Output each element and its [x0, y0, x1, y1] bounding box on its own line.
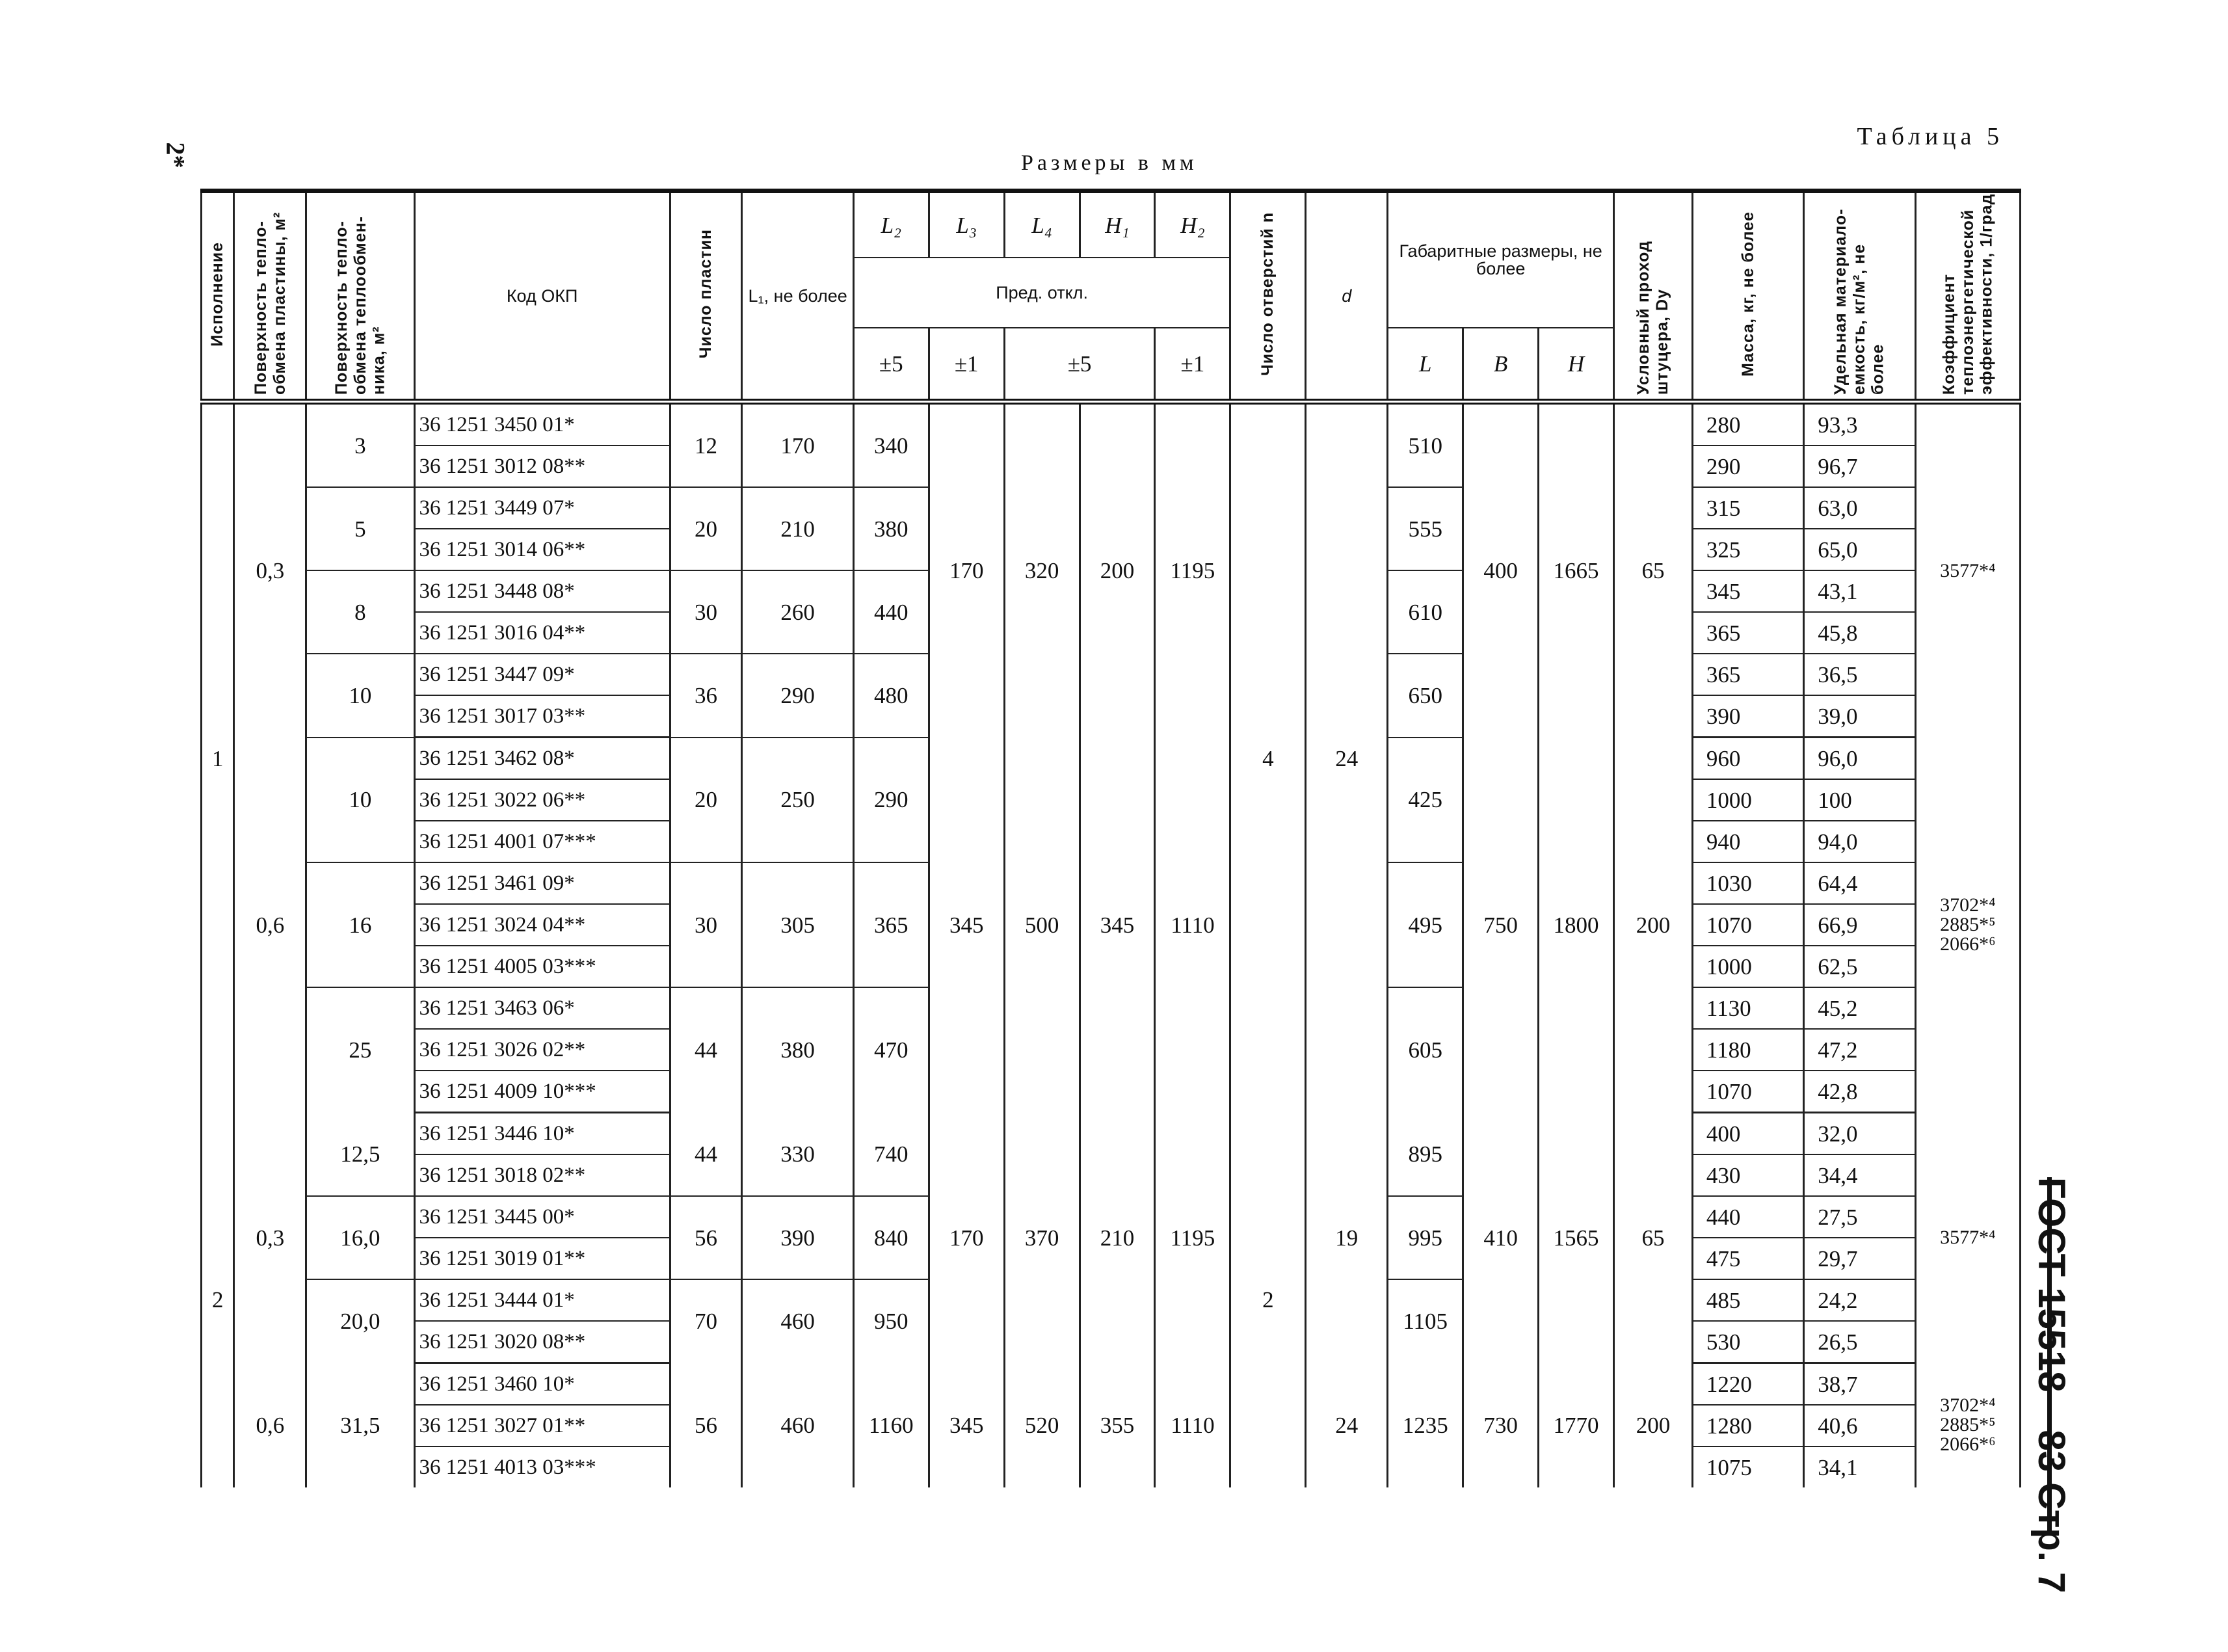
okp-code: 36 1251 3450 01* — [414, 402, 670, 446]
tol-l4-h1: ±5 — [1004, 328, 1155, 401]
spec-cell: 38,7 — [1804, 1363, 1915, 1406]
mass-cell: 345 — [1692, 570, 1803, 612]
mass-cell: 430 — [1692, 1154, 1803, 1196]
l1-cell: 305 — [742, 862, 853, 987]
isp-cell: 1 — [202, 402, 234, 1113]
hdr-l4: L₄ — [1004, 191, 1080, 258]
exch-area-cell: 16 — [306, 862, 414, 987]
spec-cell: 34,4 — [1804, 1154, 1915, 1196]
holes-cell: 4 — [1230, 402, 1306, 1113]
okp-code: 36 1251 3012 08** — [414, 446, 670, 487]
okp-code: 36 1251 3446 10* — [414, 1113, 670, 1155]
tol-l2: ±5 — [853, 328, 929, 401]
l2-cell: 470 — [853, 987, 929, 1113]
l1-cell: 210 — [742, 487, 853, 570]
okp-code: 36 1251 3014 06** — [414, 529, 670, 570]
l2-cell: 440 — [853, 570, 929, 654]
gab-h-cell: 1565 — [1539, 1113, 1614, 1363]
exch-area-cell: 10 — [306, 654, 414, 738]
spec-cell: 65,0 — [1804, 529, 1915, 570]
gab-l-cell: 610 — [1388, 570, 1463, 654]
hdr-ispolnenie: Исполнение — [202, 191, 234, 402]
coef-cell: 3577*⁴ — [1915, 402, 2020, 738]
exch-area-cell: 16,0 — [306, 1196, 414, 1279]
mass-cell: 1030 — [1692, 862, 1803, 904]
dy-cell: 65 — [1613, 402, 1692, 738]
hdr-l2: L₂ — [853, 191, 929, 258]
spec-cell: 36,5 — [1804, 654, 1915, 695]
spec-cell: 94,0 — [1804, 821, 1915, 862]
hdr-d: d — [1306, 191, 1388, 402]
okp-code: 36 1251 3447 09* — [414, 654, 670, 695]
h2-cell: 1110 — [1155, 738, 1230, 1113]
okp-code: 36 1251 4005 03*** — [414, 946, 670, 987]
h2-cell: 1195 — [1155, 1113, 1230, 1363]
plates-cell: 36 — [670, 654, 742, 738]
spec-cell: 29,7 — [1804, 1238, 1915, 1279]
plates-cell: 44 — [670, 987, 742, 1113]
h2-cell: 1195 — [1155, 402, 1230, 738]
mass-cell: 315 — [1692, 487, 1803, 529]
okp-code: 36 1251 3016 04** — [414, 612, 670, 654]
mass-cell: 960 — [1692, 738, 1803, 780]
spec-cell: 42,8 — [1804, 1071, 1915, 1113]
spec-cell: 27,5 — [1804, 1196, 1915, 1238]
exch-area-cell: 31,5 — [306, 1363, 414, 1488]
l2-cell: 950 — [853, 1279, 929, 1363]
l1-cell: 170 — [742, 402, 853, 488]
gab-l-cell: 555 — [1388, 487, 1463, 570]
plate-area-cell: 0,6 — [234, 1363, 306, 1488]
okp-code: 36 1251 4009 10*** — [414, 1071, 670, 1113]
okp-code: 36 1251 3020 08** — [414, 1321, 670, 1363]
okp-code: 36 1251 4001 07*** — [414, 821, 670, 862]
gab-l-cell: 495 — [1388, 862, 1463, 987]
l2-cell: 380 — [853, 487, 929, 570]
hdr-l3: L₃ — [929, 191, 1004, 258]
mass-cell: 1075 — [1692, 1446, 1803, 1487]
exch-area-cell: 3 — [306, 402, 414, 488]
okp-code: 36 1251 3444 01* — [414, 1279, 670, 1321]
spec-cell: 96,7 — [1804, 446, 1915, 487]
coef-cell: 3702*⁴ 2885*⁵ 2066*⁶ — [1915, 738, 2020, 1113]
gab-l-cell: 425 — [1388, 738, 1463, 863]
okp-code: 36 1251 3019 01** — [414, 1238, 670, 1279]
okp-code: 36 1251 3027 01** — [414, 1405, 670, 1446]
spec-cell: 45,8 — [1804, 612, 1915, 654]
l4-cell: 320 — [1004, 402, 1080, 738]
mass-cell: 400 — [1692, 1113, 1803, 1155]
gab-b-cell: 750 — [1463, 738, 1539, 1113]
dimensions-table — [200, 189, 2021, 1487]
mass-cell: 1070 — [1692, 904, 1803, 946]
exch-area-cell: 10 — [306, 738, 414, 863]
page-footer: ГОСТ 15518—83 Стр. 7 — [2030, 1177, 2073, 1593]
okp-code: 36 1251 3449 07* — [414, 487, 670, 529]
spec-cell: 40,6 — [1804, 1405, 1915, 1446]
coef-cell: 3577*⁴ — [1915, 1113, 2020, 1363]
hdr-holes: Число отверстий n — [1230, 191, 1306, 402]
d-cell: 24 — [1306, 1363, 1388, 1488]
spec-cell: 26,5 — [1804, 1321, 1915, 1363]
spec-cell: 66,9 — [1804, 904, 1915, 946]
spec-cell: 45,2 — [1804, 987, 1915, 1029]
hdr-h2: H₂ — [1155, 191, 1230, 258]
h1-cell: 355 — [1080, 1363, 1155, 1488]
tol-l3: ±1 — [929, 328, 1004, 401]
spec-cell: 34,1 — [1804, 1446, 1915, 1487]
okp-code: 36 1251 3022 06** — [414, 779, 670, 821]
exch-area-cell: 5 — [306, 487, 414, 570]
l2-cell: 290 — [853, 738, 929, 863]
dy-cell: 200 — [1613, 738, 1692, 1113]
hdr-gabarit: Габаритные размеры, не более — [1388, 191, 1614, 328]
plates-cell: 30 — [670, 862, 742, 987]
gab-l-cell: 650 — [1388, 654, 1463, 738]
okp-code: 36 1251 3461 09* — [414, 862, 670, 904]
mass-cell: 365 — [1692, 654, 1803, 695]
table-title: Таблица 5 — [1857, 123, 2004, 150]
exch-area-cell: 8 — [306, 570, 414, 654]
l2-cell: 740 — [853, 1113, 929, 1197]
gab-l-cell: 1235 — [1388, 1363, 1463, 1488]
hdr-gab-l: L — [1388, 328, 1463, 401]
l2-cell: 480 — [853, 654, 929, 738]
isp-cell: 2 — [202, 1113, 234, 1488]
hdr-gab-h: H — [1539, 328, 1614, 401]
hdr-mass: Масса, кг, не более — [1692, 191, 1803, 402]
h1-cell: 210 — [1080, 1113, 1155, 1363]
l1-cell: 380 — [742, 987, 853, 1113]
mass-cell: 280 — [1692, 402, 1803, 446]
l2-cell: 365 — [853, 862, 929, 987]
h1-cell: 345 — [1080, 738, 1155, 1113]
l1-cell: 460 — [742, 1279, 853, 1363]
plates-cell: 20 — [670, 487, 742, 570]
hdr-pred-otkl: Пред. откл. — [853, 258, 1230, 328]
spec-cell: 62,5 — [1804, 946, 1915, 987]
exch-area-cell: 25 — [306, 987, 414, 1113]
mass-cell: 1180 — [1692, 1029, 1803, 1071]
okp-code: 36 1251 3017 03** — [414, 695, 670, 738]
d-cell: 19 — [1306, 1113, 1388, 1363]
coef-cell: 3702*⁴ 2885*⁵ 2066*⁶ — [1915, 1363, 2020, 1488]
hdr-coef: Коэффициент теплоэнергетической эффективности, 1/град — [1915, 191, 2020, 402]
mass-cell: 485 — [1692, 1279, 1803, 1321]
gab-l-cell: 1105 — [1388, 1279, 1463, 1363]
spec-cell: 43,1 — [1804, 570, 1915, 612]
gab-l-cell: 510 — [1388, 402, 1463, 488]
okp-code: 36 1251 3445 00* — [414, 1196, 670, 1238]
spec-cell: 64,4 — [1804, 862, 1915, 904]
mass-cell: 325 — [1692, 529, 1803, 570]
mass-cell: 1220 — [1692, 1363, 1803, 1406]
hdr-h1: H₁ — [1080, 191, 1155, 258]
spec-cell: 32,0 — [1804, 1113, 1915, 1155]
l3-cell: 345 — [929, 1363, 1004, 1488]
d-cell: 24 — [1306, 402, 1388, 1113]
plates-cell: 70 — [670, 1279, 742, 1363]
hdr-plate-area: Поверхность тепло-обмена пластины, м² — [234, 191, 306, 402]
holes-cell: 2 — [1230, 1113, 1306, 1488]
hdr-l1: L₁, не более — [742, 191, 853, 402]
h2-cell: 1110 — [1155, 1363, 1230, 1488]
mass-cell: 1070 — [1692, 1071, 1803, 1113]
spec-cell: 47,2 — [1804, 1029, 1915, 1071]
mass-cell: 440 — [1692, 1196, 1803, 1238]
plates-cell: 20 — [670, 738, 742, 863]
l1-cell: 250 — [742, 738, 853, 863]
plates-cell: 30 — [670, 570, 742, 654]
l4-cell: 370 — [1004, 1113, 1080, 1363]
plates-cell: 44 — [670, 1113, 742, 1197]
spec-cell: 63,0 — [1804, 487, 1915, 529]
plates-cell: 56 — [670, 1363, 742, 1488]
gab-l-cell: 895 — [1388, 1113, 1463, 1197]
spec-cell: 24,2 — [1804, 1279, 1915, 1321]
hdr-exchanger-area: Поверхность тепло-обмена теплообмен-ника, м² — [306, 191, 414, 402]
plate-area-cell: 0,3 — [234, 1113, 306, 1363]
l1-cell: 330 — [742, 1113, 853, 1197]
l3-cell: 345 — [929, 738, 1004, 1113]
tol-h2: ±1 — [1155, 328, 1230, 401]
okp-code: 36 1251 3448 08* — [414, 570, 670, 612]
gab-b-cell: 400 — [1463, 402, 1539, 738]
gab-h-cell: 1770 — [1539, 1363, 1614, 1488]
gab-l-cell: 605 — [1388, 987, 1463, 1113]
gab-h-cell: 1665 — [1539, 402, 1614, 738]
page-mark: 2* — [161, 142, 191, 168]
plate-area-cell: 0,6 — [234, 738, 306, 1113]
hdr-okp: Код ОКП — [414, 191, 670, 402]
hdr-dy: Условный проход штуцера, Dу — [1613, 191, 1692, 402]
l3-cell: 170 — [929, 402, 1004, 738]
mass-cell: 475 — [1692, 1238, 1803, 1279]
l3-cell: 170 — [929, 1113, 1004, 1363]
units-caption: Размеры в мм — [1021, 151, 1198, 175]
okp-code: 36 1251 3463 06* — [414, 987, 670, 1029]
l2-cell: 840 — [853, 1196, 929, 1279]
l2-cell: 1160 — [853, 1363, 929, 1488]
hdr-plates: Число пластин — [670, 191, 742, 402]
okp-code: 36 1251 3460 10* — [414, 1363, 670, 1406]
dy-cell: 200 — [1613, 1363, 1692, 1488]
mass-cell: 390 — [1692, 695, 1803, 738]
exch-area-cell: 20,0 — [306, 1279, 414, 1363]
spec-cell: 100 — [1804, 779, 1915, 821]
mass-cell: 365 — [1692, 612, 1803, 654]
mass-cell: 1280 — [1692, 1405, 1803, 1446]
mass-cell: 1000 — [1692, 946, 1803, 987]
okp-code: 36 1251 3018 02** — [414, 1154, 670, 1196]
l2-cell: 340 — [853, 402, 929, 488]
plates-cell: 12 — [670, 402, 742, 488]
dy-cell: 65 — [1613, 1113, 1692, 1363]
okp-code: 36 1251 3462 08* — [414, 738, 670, 780]
h1-cell: 200 — [1080, 402, 1155, 738]
l1-cell: 290 — [742, 654, 853, 738]
l1-cell: 390 — [742, 1196, 853, 1279]
mass-cell: 1130 — [1692, 987, 1803, 1029]
l1-cell: 460 — [742, 1363, 853, 1488]
spec-cell: 93,3 — [1804, 402, 1915, 446]
okp-code: 36 1251 4013 03*** — [414, 1446, 670, 1487]
hdr-spec-mat: Удельная материало-емкость, кг/м², не более — [1804, 191, 1915, 402]
mass-cell: 530 — [1692, 1321, 1803, 1363]
spec-cell: 96,0 — [1804, 738, 1915, 780]
plates-cell: 56 — [670, 1196, 742, 1279]
mass-cell: 1000 — [1692, 779, 1803, 821]
l4-cell: 520 — [1004, 1363, 1080, 1488]
gab-b-cell: 410 — [1463, 1113, 1539, 1363]
mass-cell: 290 — [1692, 446, 1803, 487]
okp-code: 36 1251 3024 04** — [414, 904, 670, 946]
mass-cell: 940 — [1692, 821, 1803, 862]
l1-cell: 260 — [742, 570, 853, 654]
l4-cell: 500 — [1004, 738, 1080, 1113]
gab-b-cell: 730 — [1463, 1363, 1539, 1488]
gab-l-cell: 995 — [1388, 1196, 1463, 1279]
gab-h-cell: 1800 — [1539, 738, 1614, 1113]
hdr-gab-b: B — [1463, 328, 1539, 401]
plate-area-cell: 0,3 — [234, 402, 306, 738]
exch-area-cell: 12,5 — [306, 1113, 414, 1197]
okp-code: 36 1251 3026 02** — [414, 1029, 670, 1071]
spec-cell: 39,0 — [1804, 695, 1915, 738]
